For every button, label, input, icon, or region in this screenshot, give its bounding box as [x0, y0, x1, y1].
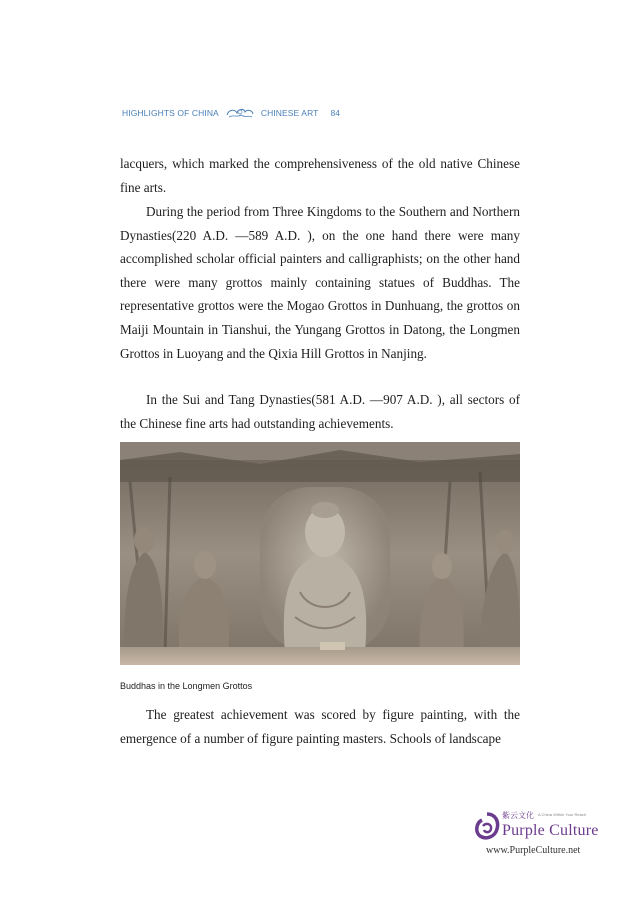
- paragraph-2: [120, 200, 520, 365]
- section-title: CHINESE ART: [260, 108, 319, 118]
- watermark-tagline: A China Within Your Reach: [538, 812, 587, 817]
- buddha-statues-illustration: [120, 442, 520, 665]
- book-title: HIGHLIGHTS OF CHINA: [122, 108, 219, 118]
- watermark-brand: Purple Culture: [502, 822, 599, 839]
- figure-caption: Buddhas in the Longmen Grottos: [120, 681, 253, 691]
- paragraph-text: In the Sui and Tang Dynasties(581 A.D. —907 A.D. ), all sectors of the Chinese fine arts had outstanding achievements.: [120, 392, 520, 431]
- paragraph-text: During the period from Three Kingdoms to the Southern and Northern Dynasties(220 A.D. —589 A.D. ), on the one hand there were many accomplished scholar official painters and calligraphists; on the other hand there were many grottos mainly containing statues of Buddhas. The representative grottos were the Mogao Grottos in Dunhuang, the grottos on Maiji Mountain in Tianshui, the Yungang Grottos in Datong, the Longmen Grottos in Luoyang and the Qixia Hill Grottos in Nanjing.: [120, 204, 520, 361]
- paragraph-4: [120, 703, 520, 750]
- watermark-url: www.PurpleCulture.net: [486, 845, 581, 856]
- longmen-grottos-photo: [120, 442, 520, 665]
- purple-culture-logo-icon: [474, 812, 500, 842]
- paragraph-text: lacquers, which marked the comprehensiveness of the old native Chinese fine arts.: [120, 156, 520, 195]
- watermark-chinese-name: 紫云文化: [502, 811, 534, 820]
- paragraph-text: The greatest achievement was scored by figure painting, with the emergence of a number of figure painting masters. Schools of landscape: [120, 707, 520, 746]
- page-number: 84: [330, 108, 341, 118]
- paragraph-1: [120, 152, 520, 199]
- purple-culture-watermark: [474, 808, 604, 860]
- cloud-ornament-icon: [225, 106, 255, 120]
- paragraph-3: [120, 388, 520, 435]
- running-header: [122, 103, 340, 123]
